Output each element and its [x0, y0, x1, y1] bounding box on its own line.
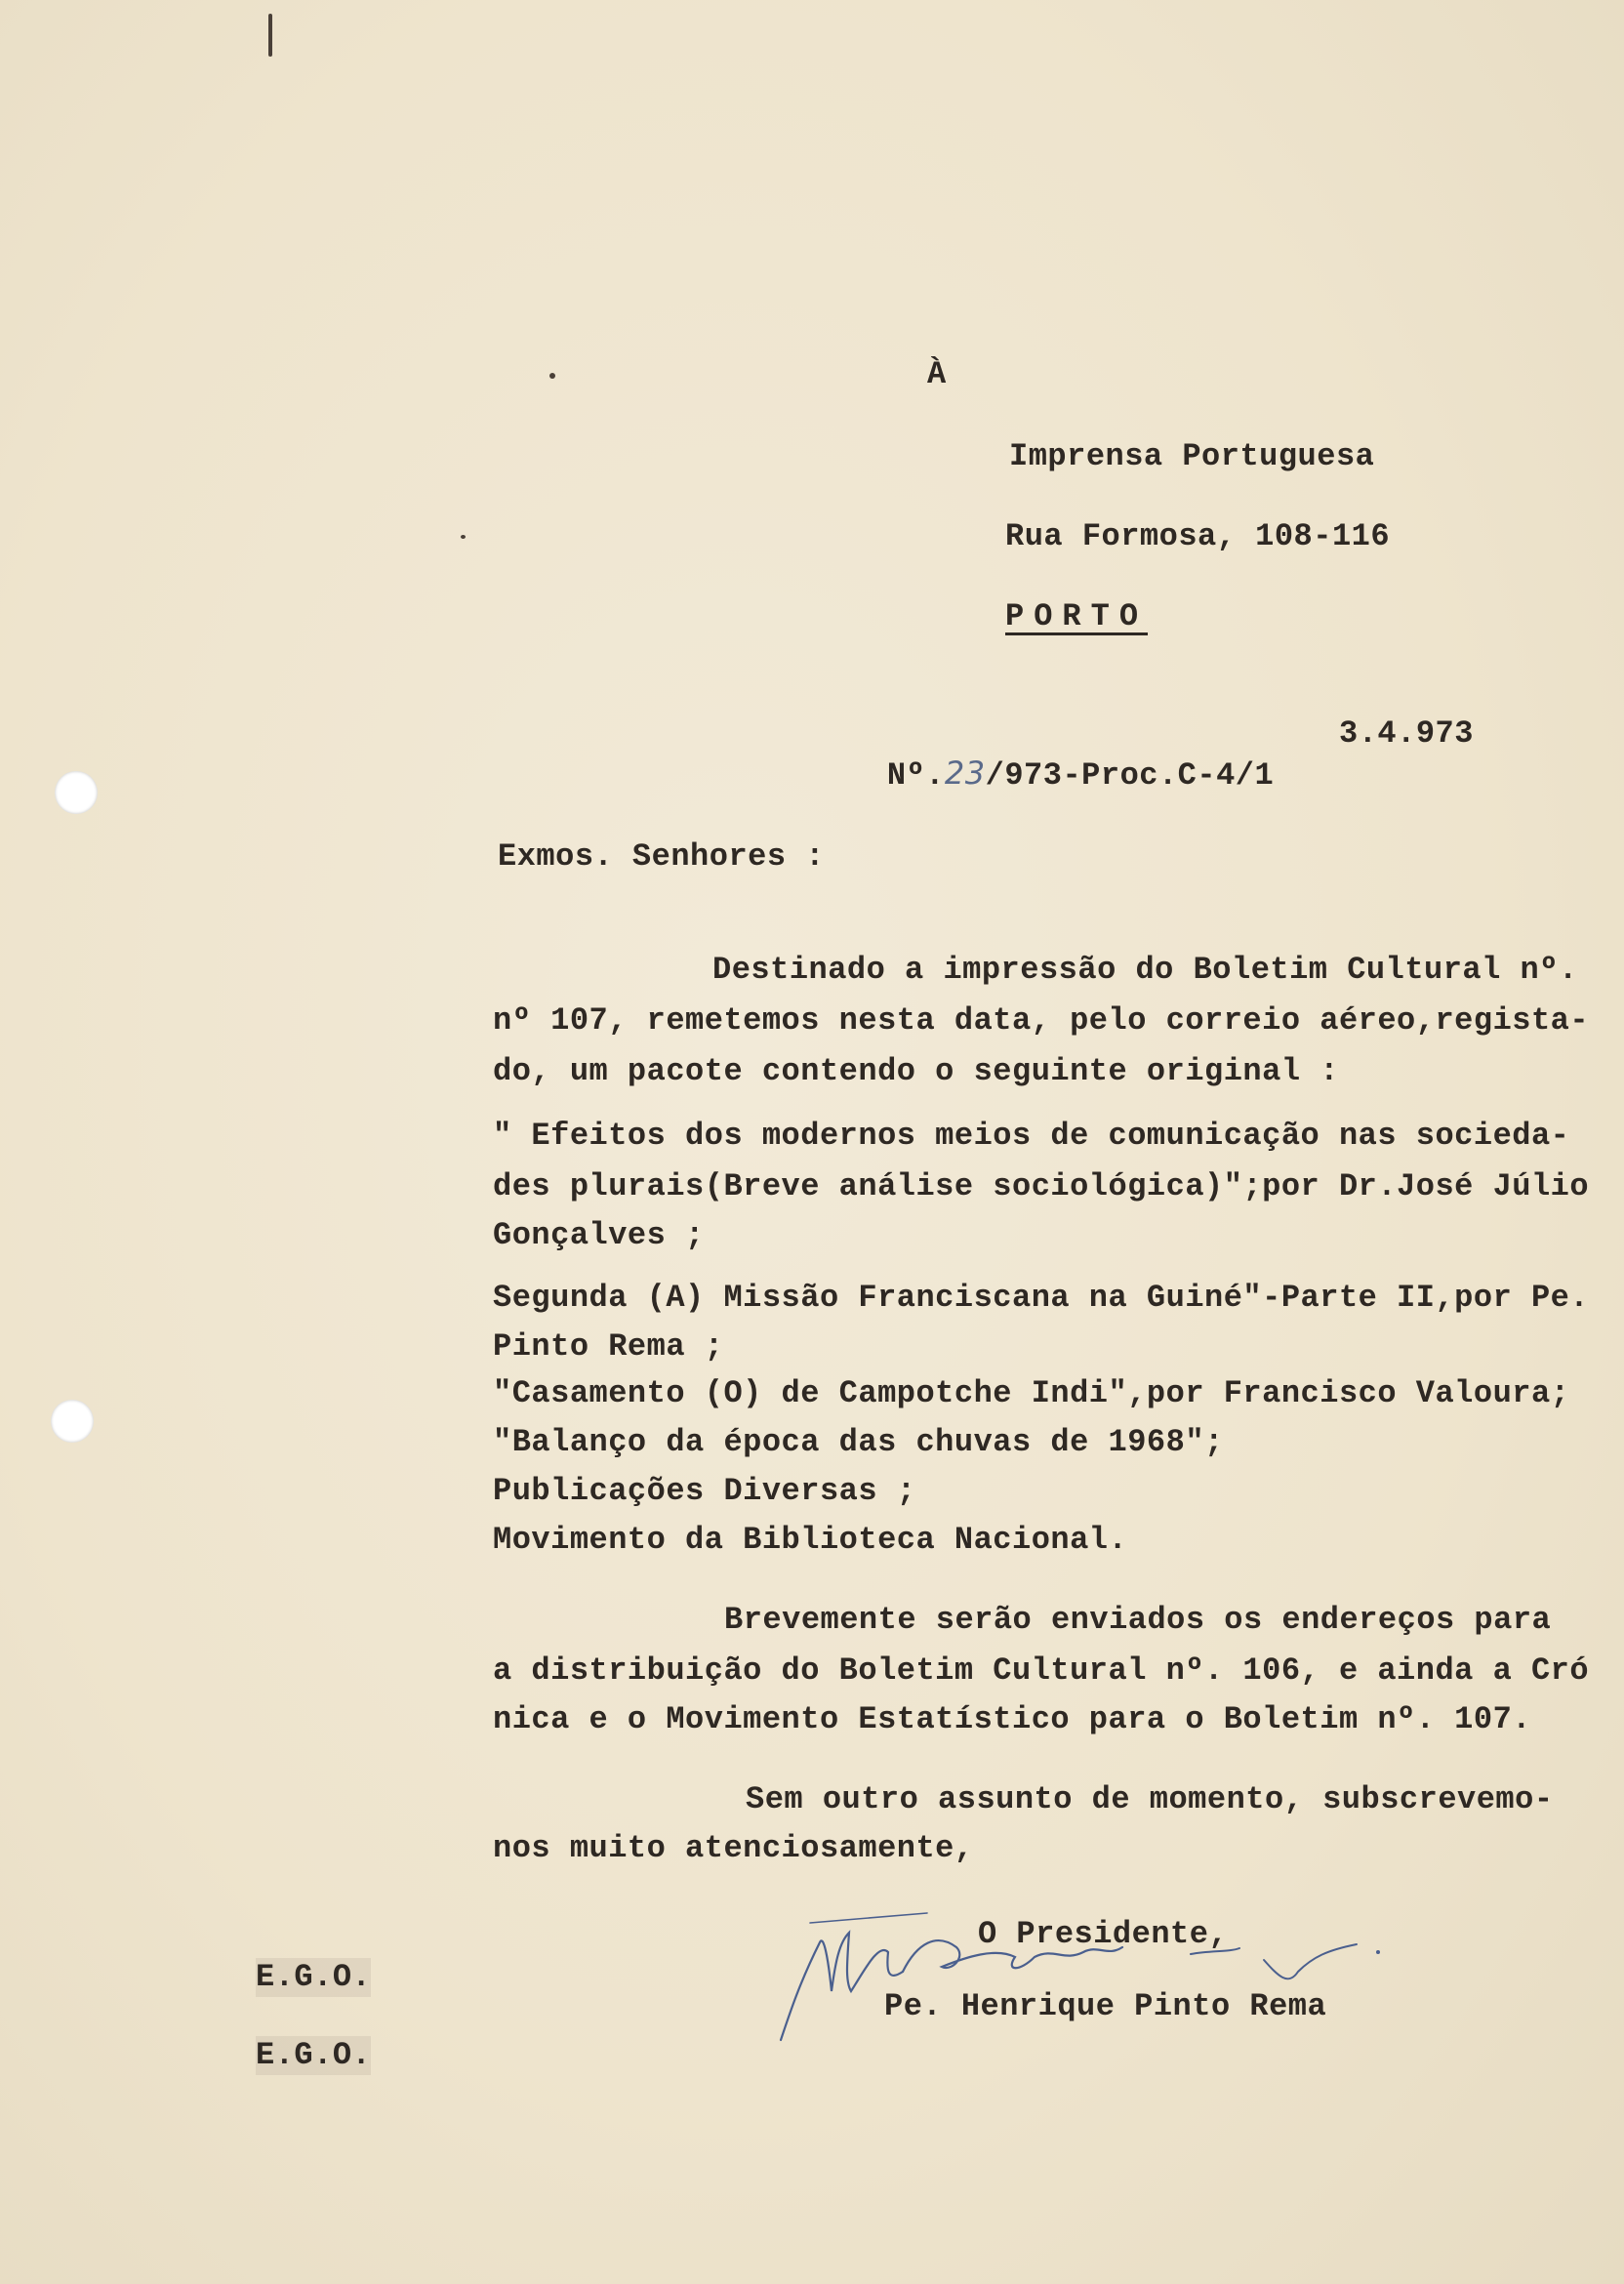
- margin-mark: [268, 14, 272, 57]
- reference-suffix: /973-Proc.C-4/1: [985, 757, 1275, 794]
- reference-line: [810, 714, 1274, 835]
- paragraph-2-line: Brevemente serão enviados os endereços para: [724, 1602, 1552, 1638]
- salutation: Exmos. Senhores :: [498, 838, 825, 875]
- closing-line: nos muito atenciosamente,: [493, 1830, 974, 1866]
- reference-number-handwritten: 23: [944, 755, 986, 792]
- margin-dot: [549, 373, 555, 379]
- signer-name: Pe. Henrique Pinto Rema: [884, 1988, 1327, 2024]
- item-line: "Balanço da época das chuvas de 1968";: [493, 1424, 1224, 1460]
- item-line: "Casamento (O) de Campotche Indi",por Francisco Valoura;: [493, 1375, 1570, 1411]
- signer-title: O Presidente,: [978, 1916, 1229, 1952]
- paragraph-1-line: Destinado a impressão do Boletim Cultural nº.: [712, 952, 1578, 988]
- item-line: Gonçalves ;: [493, 1217, 705, 1253]
- addressee-city: PORTO: [1005, 598, 1149, 634]
- address-prefix: À: [927, 356, 947, 392]
- item-line: Movimento da Biblioteca Nacional.: [493, 1522, 1128, 1558]
- closing-line: Sem outro assunto de momento, subscrevemo-: [746, 1781, 1554, 1817]
- paragraph-2-line: nica e o Movimento Estatístico para o Boletim nº. 107.: [493, 1701, 1531, 1737]
- reference-prefix: Nº.: [886, 757, 945, 794]
- item-line: Publicações Diversas ;: [493, 1473, 916, 1509]
- item-line: Pinto Rema ;: [493, 1328, 724, 1365]
- initials-mark: E.G.O.: [256, 1959, 372, 1995]
- item-line: " Efeitos dos modernos meios de comunicação nas socieda-: [493, 1118, 1570, 1154]
- paragraph-1-line: do, um pacote contendo o seguinte original :: [493, 1053, 1339, 1089]
- margin-dot: [461, 535, 466, 539]
- paragraph-2-line: a distribuição do Boletim Cultural nº. 106, e ainda a Cró: [493, 1652, 1590, 1689]
- item-line: Segunda (A) Missão Franciscana na Guiné"-Parte II,por Pe.: [493, 1280, 1590, 1316]
- punch-hole-top: [55, 771, 98, 814]
- letter-date: 3.4.973: [1339, 715, 1474, 752]
- item-line: des plurais(Breve análise sociológica)";por Dr.José Júlio: [493, 1168, 1590, 1204]
- initials-mark: E.G.O.: [256, 2037, 372, 2073]
- punch-hole-bottom: [51, 1400, 94, 1443]
- handwritten-signature: [771, 1903, 1493, 2050]
- addressee-name: Imprensa Portuguesa: [1009, 438, 1375, 474]
- paragraph-1-line: nº 107, remetemos nesta data, pelo correio aéreo,regista-: [493, 1002, 1590, 1039]
- addressee-street: Rua Formosa, 108-116: [1005, 518, 1391, 554]
